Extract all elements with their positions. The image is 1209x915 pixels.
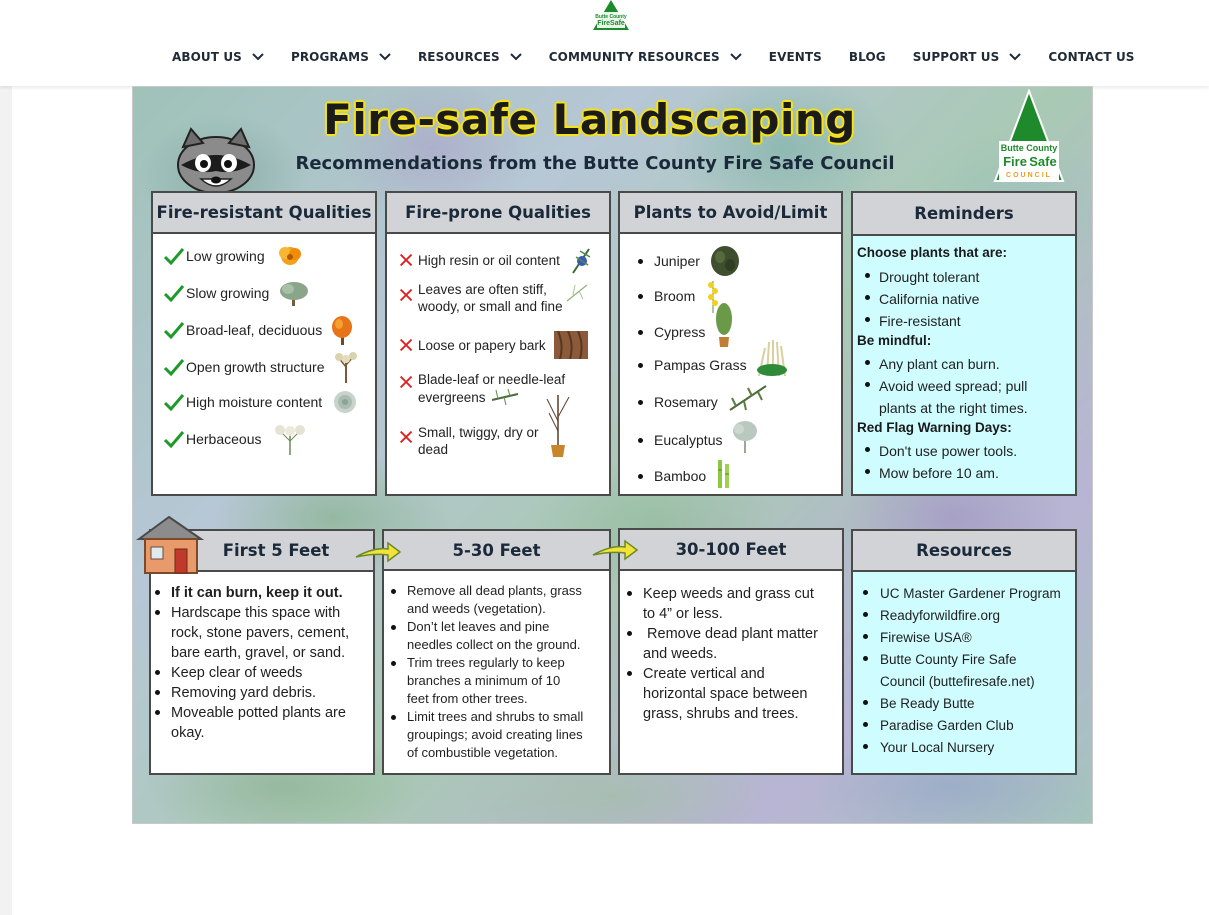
fire-resistant-heading: Fire-resistant Qualities [151, 191, 377, 234]
item-text: Your Local Nursery [880, 740, 995, 755]
prone-row [397, 245, 594, 275]
bullet [391, 625, 396, 630]
list-item [865, 462, 1017, 484]
item-text: Don't use power tools. [879, 443, 1018, 459]
list-item [865, 266, 979, 288]
plant-name: Cypress [654, 324, 706, 340]
bullet [638, 259, 643, 264]
bullet [863, 656, 868, 661]
prone-label: Loose or papery bark [418, 337, 546, 353]
item-line: groupings; avoid creating lines [407, 727, 583, 742]
chevron-down-icon[interactable] [729, 52, 743, 62]
avoid-plant-row [638, 354, 789, 376]
logo-line1: Butte County [1000, 143, 1058, 153]
check-icon [163, 247, 185, 265]
item-line: branches a minimum of 10 [407, 673, 561, 688]
item-text: Readyforwildfire.org [880, 608, 1001, 623]
logo-line3: Safe [1029, 154, 1057, 169]
fire-prone-heading: Fire-prone Qualities [385, 191, 611, 234]
list-item [865, 310, 979, 332]
item-line: Butte County Fire Safe [880, 652, 1017, 667]
item-text: Any plant can burn. [879, 356, 1000, 372]
reminders-choose-label: Choose plants that are: [857, 245, 1008, 260]
avoid-plant-row [638, 317, 735, 347]
logo-line4: COUNCIL [1006, 172, 1052, 179]
quality-label: Herbaceous [186, 431, 262, 447]
list-item [155, 703, 371, 743]
reminders-mindful-list [865, 353, 1028, 419]
fire-safe-landscaping-poster [132, 86, 1093, 824]
site-header [0, 0, 1209, 86]
item-line: of combustible vegetation. [407, 745, 559, 760]
bullet [863, 634, 868, 639]
list-item [155, 663, 371, 683]
item-line: Remove dead plant matter [643, 626, 818, 642]
bullet [865, 469, 870, 474]
item-line: rock, stone pavers, cement, [171, 625, 350, 641]
list-item [865, 440, 1017, 462]
bullet [865, 447, 870, 452]
chevron-down-icon[interactable] [509, 52, 523, 62]
plant-name: Pampas Grass [654, 357, 747, 373]
item-line: Don’t let leaves and pine [407, 619, 550, 634]
quality-label: Low growing [186, 248, 265, 264]
five-to-thirty-feet-list [391, 582, 607, 762]
bullet [155, 710, 160, 715]
prone-row [397, 331, 588, 359]
item-line: Moveable potted plants are [171, 705, 346, 721]
bullet [155, 670, 160, 675]
chevron-down-icon[interactable] [251, 52, 265, 62]
list-item [391, 582, 607, 618]
thirty-to-hundred-feet-list [627, 584, 841, 724]
avoid-plant-row [638, 427, 760, 453]
svg-text:FireSafe: FireSafe [597, 20, 625, 27]
quality-row [163, 389, 360, 415]
bullet [863, 722, 868, 727]
nav-label[interactable]: COMMUNITY RESOURCES [548, 50, 720, 64]
logo-line2: Fire [1003, 154, 1027, 169]
item-text: Be Ready Butte [880, 696, 975, 711]
prone-line: Small, twiggy, dry or [418, 425, 539, 440]
avoid-plant-row [638, 245, 742, 277]
poster-subtitle: Recommendations from the Butte County Fire Safe Council [295, 153, 895, 174]
item-line: Avoid weed spread; pull [879, 378, 1028, 394]
item-text [880, 649, 1035, 693]
dead-shrub-icon [543, 391, 573, 457]
avoid-plant-row [638, 464, 734, 488]
list-item [865, 375, 1028, 419]
prone-label [418, 424, 539, 458]
bullet [627, 591, 632, 596]
item-text [879, 375, 1028, 419]
prone-line: Leaves are often stiff, [418, 282, 547, 297]
bullet [865, 360, 870, 365]
reminders-heading: Reminders [851, 191, 1077, 236]
chevron-down-icon[interactable] [378, 52, 392, 62]
list-item [627, 664, 841, 724]
item-line: and weeds (vegetation). [407, 601, 546, 616]
nav-events[interactable] [769, 50, 822, 64]
arrow-right-icon [591, 539, 639, 561]
list-item [865, 288, 979, 310]
nav-label[interactable]: SUPPORT US [912, 50, 1000, 64]
cross-icon [397, 251, 417, 269]
plant-name: Juniper [654, 253, 700, 269]
nav-label[interactable]: BLOG [848, 50, 886, 64]
item-line: feet from other trees. [407, 691, 528, 706]
list-item [863, 627, 1075, 649]
raccoon-mascot-icon [173, 127, 259, 195]
item-text [407, 582, 582, 618]
item-line: okay. [171, 725, 205, 741]
fine-leaf-icon [565, 281, 589, 303]
prone-row [397, 371, 565, 406]
bullet [638, 438, 643, 443]
check-icon [163, 284, 185, 302]
bullet [638, 363, 643, 368]
five-to-thirty-feet-heading: 5-30 Feet [382, 529, 611, 571]
poster-title: Fire-safe Landscaping [323, 95, 856, 144]
prone-line: Blade-leaf or needle-leaf [418, 372, 566, 387]
item-text [643, 584, 814, 624]
check-icon [163, 430, 185, 448]
quality-row [163, 423, 310, 455]
reminders-redflag-list [865, 440, 1017, 484]
quality-label: Slow growing [186, 285, 270, 301]
bullet [865, 382, 870, 387]
item-text [407, 618, 580, 654]
item-text [407, 654, 565, 708]
cross-icon [397, 336, 417, 354]
item-line: horizontal space between [643, 686, 808, 702]
item-line: bare earth, gravel, or sand. [171, 645, 346, 661]
avoid-plants-heading: Plants to Avoid/Limit [618, 191, 843, 234]
item-text [643, 664, 807, 724]
plant-name: Rosemary [654, 394, 718, 410]
bullet [865, 295, 870, 300]
quality-row [163, 243, 307, 269]
plant-name: Eucalyptus [654, 432, 723, 448]
juniper-icon [708, 245, 742, 277]
nav-programs[interactable] [291, 50, 392, 64]
quality-label: High moisture content [186, 394, 323, 410]
item-text: Paradise Garden Club [880, 718, 1014, 733]
bullet [391, 589, 396, 594]
reminders-redflag-label: Red Flag Warning Days: [857, 420, 1012, 435]
plant-name: Broom [654, 288, 696, 304]
prone-row [397, 281, 589, 315]
item-text [643, 624, 818, 664]
pampas-grass-icon [755, 338, 789, 376]
item-text: Removing yard debris. [171, 685, 317, 701]
item-line: Hardscape this space with [171, 605, 341, 621]
item-text [171, 703, 346, 743]
list-item [863, 737, 1075, 759]
check-icon [163, 393, 185, 411]
quality-label: Open growth structure [186, 359, 325, 375]
needle-sprig-icon [490, 388, 520, 406]
bullet [627, 631, 632, 636]
nav-blog[interactable] [849, 50, 886, 64]
list-item [627, 584, 841, 624]
list-item [627, 624, 841, 664]
item-text: Fire-resistant [879, 313, 961, 329]
bullet [391, 661, 396, 666]
list-item [155, 603, 371, 663]
bullet [638, 330, 643, 335]
yarrow-plant-icon [270, 423, 310, 455]
list-item [155, 583, 371, 603]
cross-icon [397, 428, 417, 446]
prone-line: dead [418, 442, 449, 457]
quality-label: Broad-leaf, deciduous [186, 322, 323, 338]
bullet [155, 610, 160, 615]
reminders-choose-list [865, 266, 979, 332]
quality-row [163, 279, 311, 307]
nav-support-us[interactable] [913, 50, 1023, 64]
bullet [863, 744, 868, 749]
prone-line: evergreens [418, 389, 486, 405]
check-icon [163, 321, 185, 339]
item-text: If it can burn, keep it out. [171, 585, 343, 601]
page-left-edge [0, 86, 12, 915]
item-text: Mow before 10 am. [879, 465, 999, 481]
list-item [155, 683, 371, 703]
main-nav [172, 46, 1162, 68]
item-line: plants at the right times. [879, 400, 1028, 416]
list-item [863, 693, 1075, 715]
thirty-to-hundred-feet-heading: 30-100 Feet [618, 528, 844, 571]
avoid-plant-row [638, 390, 770, 414]
nav-label[interactable]: EVENTS [768, 50, 822, 64]
bullet [627, 671, 632, 676]
item-line: Remove all dead plants, grass [407, 583, 582, 598]
list-item [391, 654, 607, 708]
bullet [155, 590, 160, 595]
item-line: and weeds. [643, 646, 718, 662]
bare-tree-icon [333, 351, 359, 383]
prone-line: woody, or small and fine [418, 299, 563, 314]
autumn-tree-icon [330, 315, 354, 345]
item-line: needles collect on the ground. [407, 637, 581, 652]
nav-label[interactable]: PROGRAMS [290, 50, 369, 64]
bamboo-icon [714, 458, 734, 488]
nav-community-resources[interactable] [549, 50, 743, 64]
list-item [863, 649, 1075, 693]
site-logo[interactable] [593, 0, 629, 30]
nav-label[interactable]: RESOURCES [417, 50, 500, 64]
plant-name: Bamboo [654, 468, 707, 484]
poppy-flower-icon [273, 243, 307, 269]
bullet [863, 612, 868, 617]
item-text: Firewise USA® [880, 630, 972, 645]
item-text: Drought tolerant [879, 269, 980, 285]
bullet [638, 294, 643, 299]
bullet [863, 700, 868, 705]
list-item [391, 708, 607, 762]
house-icon [135, 513, 205, 575]
reminders-mindful-label: Be mindful: [857, 333, 932, 348]
bullet [155, 690, 160, 695]
item-line: Council (buttefiresafe.net) [880, 674, 1035, 689]
item-line: grass, shrubs and trees. [643, 706, 799, 722]
list-item [863, 583, 1075, 605]
item-line: Keep weeds and grass cut [643, 586, 814, 602]
bullet [391, 715, 396, 720]
quality-row [163, 315, 354, 345]
cross-icon [397, 286, 417, 304]
quality-row [163, 351, 359, 383]
item-text [171, 603, 349, 663]
resources-heading: Resources [851, 529, 1077, 572]
succulent-icon [330, 389, 360, 415]
item-line: Trim trees regularly to keep [407, 655, 565, 670]
butte-county-firesafe-logo [993, 89, 1065, 185]
resources-list [863, 583, 1075, 759]
bullet [865, 317, 870, 322]
bullet [863, 590, 868, 595]
prone-row [397, 424, 539, 458]
list-item [391, 618, 607, 654]
pine-sprig-icon [568, 245, 594, 275]
bullet [865, 273, 870, 278]
bullet [638, 474, 643, 479]
item-text: Keep clear of weeds [171, 665, 303, 681]
avoid-plant-row [638, 279, 723, 313]
check-icon [163, 358, 185, 376]
nav-label[interactable]: CONTACT US [1048, 50, 1135, 64]
rosemary-icon [726, 382, 770, 414]
list-item [863, 715, 1075, 737]
arrow-right-icon [354, 541, 402, 563]
item-line: Create vertical and [643, 666, 765, 682]
nav-label[interactable]: ABOUT US [172, 50, 242, 64]
item-line: to 4” or less. [643, 606, 723, 622]
item-text: UC Master Gardener Program [880, 586, 1061, 601]
svg-text:Butte County: Butte County [595, 14, 627, 20]
heading-text: First 5 Feet [222, 541, 330, 560]
nav-about-us[interactable] [172, 50, 265, 64]
eucalyptus-icon [730, 419, 760, 453]
list-item [865, 353, 1028, 375]
item-text [407, 708, 583, 762]
bark-icon [554, 331, 588, 359]
chevron-down-icon[interactable] [1008, 52, 1022, 62]
first-5-feet-list [155, 583, 371, 743]
cross-icon [397, 373, 417, 391]
list-item [863, 605, 1075, 627]
bullet [638, 400, 643, 405]
prone-label: High resin or oil content [418, 252, 560, 268]
shrub-tree-icon [277, 279, 311, 307]
item-line: Limit trees and shrubs to small [407, 709, 584, 724]
item-text: California native [879, 291, 980, 307]
prone-label [418, 281, 563, 315]
nav-resources[interactable] [418, 50, 523, 64]
cypress-icon [713, 303, 735, 347]
nav-contact-us[interactable] [1048, 50, 1134, 64]
